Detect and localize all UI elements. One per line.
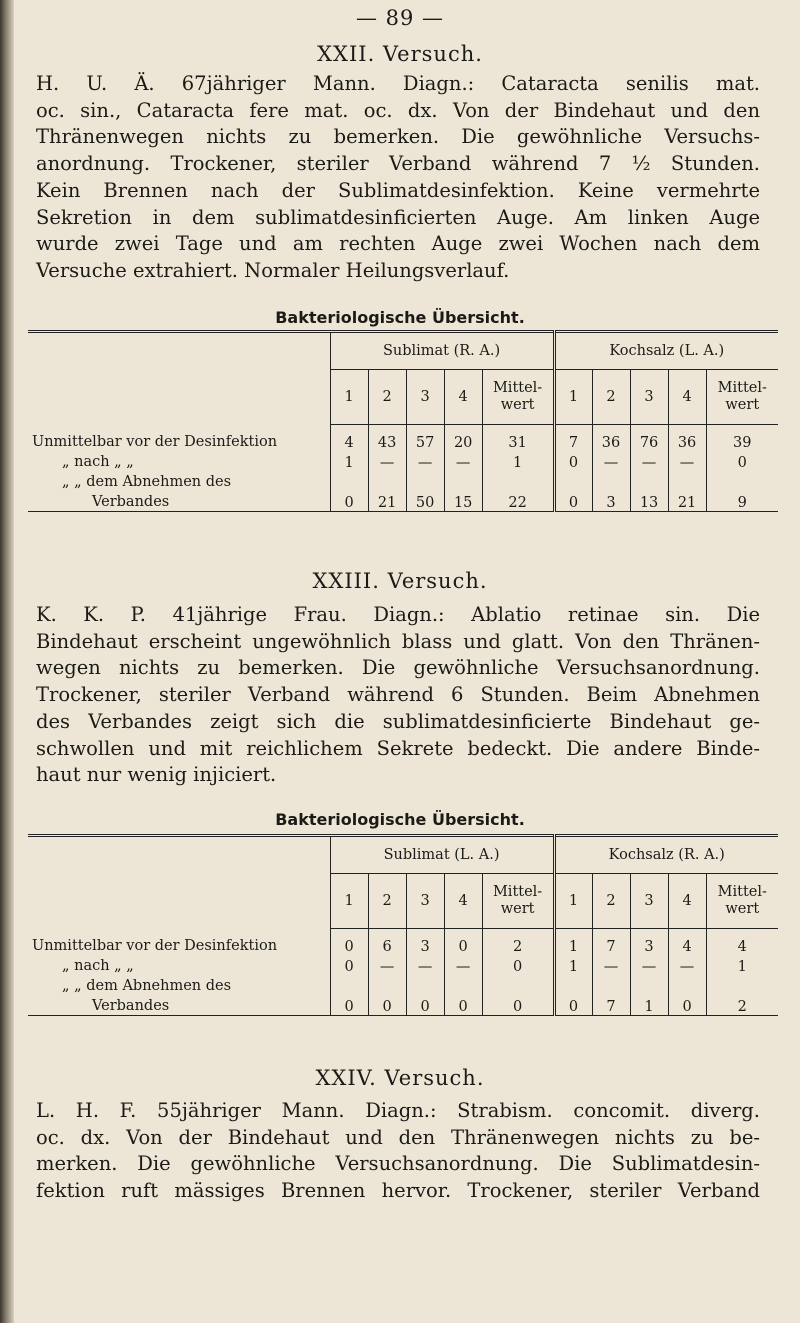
column-header: 4 xyxy=(444,370,482,425)
text-line: fektion ruft mässiges Brennen hervor. Trockener, steriler Verband xyxy=(36,1179,760,1203)
row-label: „ „ dem Abnehmen des xyxy=(62,978,232,994)
column-header: 2 xyxy=(368,370,406,425)
table-cell: 1 xyxy=(482,451,554,471)
table-cell: — xyxy=(668,955,706,975)
group-header-sublimat: Sublimat (L. A.) xyxy=(330,836,554,874)
table-cell: — xyxy=(406,451,444,471)
column-header: 3 xyxy=(630,874,668,929)
table-cell: 3 xyxy=(406,929,444,956)
row-label: Unmittelbar vor der Desinfektion xyxy=(32,938,278,954)
text-line: K. K. P. 41jährige Frau. Diagn.: Ablatio retinae sin. Die xyxy=(36,603,760,626)
table-cell xyxy=(406,975,444,995)
table-cell: 15 xyxy=(444,491,482,512)
text-line: H. U. Ä. 67jähriger Mann. Diagn.: Cataracta senilis mat. xyxy=(36,72,760,95)
row-label: „ nach „ „ xyxy=(62,958,134,974)
table-cell xyxy=(406,471,444,491)
table-cell xyxy=(444,975,482,995)
column-header: Mittel- wert xyxy=(482,874,554,929)
section-heading-xxii: XXII. Versuch. xyxy=(317,42,483,66)
table-cell xyxy=(706,471,778,491)
text-line: merken. Die gewöhnliche Versuchsanordnung. Die Sublimatdesin- xyxy=(36,1152,760,1176)
table-cell: 21 xyxy=(368,491,406,512)
column-header: 1 xyxy=(554,874,592,929)
table-cell: — xyxy=(630,955,668,975)
table-cell xyxy=(368,471,406,491)
row-label: Verbandes xyxy=(92,998,170,1014)
column-header: 1 xyxy=(330,370,368,425)
table-cell: 57 xyxy=(406,425,444,452)
text-line: Thränenwegen nichts zu bemerken. Die gewöhnliche Versuchs- xyxy=(36,125,760,149)
table-cell: 22 xyxy=(482,491,554,512)
text-line: des Verbandes zeigt sich die sublimatdesinficierte Bindehaut ge- xyxy=(36,709,760,733)
column-header: 2 xyxy=(368,874,406,929)
text-line: Versuche extrahiert. Normaler Heilungsverlauf. xyxy=(36,258,510,282)
book-spine-shadow xyxy=(0,0,14,1323)
bacteriology-table-xxiii xyxy=(28,834,778,1016)
table-cell xyxy=(482,471,554,491)
column-header: 3 xyxy=(630,370,668,425)
column-header: 3 xyxy=(406,874,444,929)
table-cell: 4 xyxy=(330,425,368,452)
paragraph-xxiii xyxy=(36,602,760,789)
table-corner xyxy=(28,370,330,425)
table-cell: 1 xyxy=(630,995,668,1016)
table-cell xyxy=(368,975,406,995)
table-cell: 1 xyxy=(330,451,368,471)
table-cell: — xyxy=(368,451,406,471)
column-header: 1 xyxy=(554,370,592,425)
section-heading-xxiv: XXIV. Versuch. xyxy=(315,1066,485,1090)
table-cell: 3 xyxy=(592,491,630,512)
table-cell xyxy=(668,471,706,491)
table-corner xyxy=(28,332,330,370)
table-cell: 4 xyxy=(706,929,778,956)
table-cell: 0 xyxy=(706,451,778,471)
table-cell: 0 xyxy=(368,995,406,1016)
text-line: oc. dx. Von der Bindehaut und den Thränenwegen nichts zu be- xyxy=(36,1125,760,1149)
column-header: Mittel- wert xyxy=(706,874,778,929)
table-cell: 0 xyxy=(330,995,368,1016)
table-title-xxii: Bakteriologische Übersicht. xyxy=(275,308,525,327)
table-cell: 20 xyxy=(444,425,482,452)
table-cell xyxy=(444,471,482,491)
table-cell: — xyxy=(592,955,630,975)
bacteriology-table-xxii xyxy=(28,330,778,512)
text-line: Kein Brennen nach der Sublimatdesinfektion. Keine vermehrte xyxy=(36,178,760,202)
column-header: 4 xyxy=(444,874,482,929)
table-cell: — xyxy=(444,955,482,975)
table-cell: 31 xyxy=(482,425,554,452)
table-title-xxiii: Bakteriologische Übersicht. xyxy=(275,810,525,829)
table-cell: 0 xyxy=(406,995,444,1016)
table-cell: 50 xyxy=(406,491,444,512)
table-cell: 43 xyxy=(368,425,406,452)
table-cell: 36 xyxy=(592,425,630,452)
table-cell xyxy=(630,975,668,995)
table-cell xyxy=(668,975,706,995)
table-cell: 39 xyxy=(706,425,778,452)
table-cell: — xyxy=(630,451,668,471)
table-cell: 76 xyxy=(630,425,668,452)
table-cell: 0 xyxy=(482,955,554,975)
row-label: Verbandes xyxy=(92,494,170,510)
table-cell: — xyxy=(592,451,630,471)
paragraph-xxii xyxy=(36,71,760,285)
row-label: „ nach „ „ xyxy=(62,454,134,470)
table-cell xyxy=(592,471,630,491)
table-corner xyxy=(28,836,330,874)
group-header-kochsalz: Kochsalz (L. A.) xyxy=(554,332,778,370)
table-cell: 36 xyxy=(668,425,706,452)
text-line: wegen nichts zu bemerken. Die gewöhnliche Versuchsanordnung. xyxy=(36,656,760,680)
table-cell xyxy=(330,975,368,995)
table-cell: 0 xyxy=(330,955,368,975)
table-cell: — xyxy=(444,451,482,471)
text-line: schwollen und mit reichlichem Sekrete bedeckt. Die andere Binde- xyxy=(36,736,760,760)
text-line: anordnung. Trockener, steriler Verband während 7 ½ Stunden. xyxy=(36,152,760,176)
text-line: haut nur wenig injiciert. xyxy=(36,763,277,787)
table-cell: 4 xyxy=(668,929,706,956)
table-cell: 1 xyxy=(554,955,592,975)
table-cell xyxy=(630,471,668,491)
group-header-kochsalz: Kochsalz (R. A.) xyxy=(554,836,778,874)
paragraph-xxiv xyxy=(36,1098,760,1205)
table-cell xyxy=(706,975,778,995)
table-cell xyxy=(592,975,630,995)
row-label: „ „ dem Abnehmen des xyxy=(62,474,232,490)
table-cell xyxy=(554,975,592,995)
table-cell: 0 xyxy=(444,929,482,956)
table-cell: 6 xyxy=(368,929,406,956)
table-cell xyxy=(330,471,368,491)
table-cell: — xyxy=(406,955,444,975)
text-line: wurde zwei Tage und am rechten Auge zwei Wochen nach dem xyxy=(36,232,760,256)
table-cell: 7 xyxy=(592,995,630,1016)
column-header: 2 xyxy=(592,874,630,929)
table-cell: — xyxy=(368,955,406,975)
table-cell: 2 xyxy=(706,995,778,1016)
page-number: — 89 — xyxy=(355,6,445,30)
table-cell: — xyxy=(668,451,706,471)
table-cell: 0 xyxy=(554,995,592,1016)
table-cell: 2 xyxy=(482,929,554,956)
column-header: Mittel- wert xyxy=(706,370,778,425)
text-line: Sekretion in dem sublimatdesinficierten Auge. Am linken Auge xyxy=(36,205,760,229)
table-cell: 0 xyxy=(444,995,482,1016)
table-cell: 3 xyxy=(630,929,668,956)
table-cell: 13 xyxy=(630,491,668,512)
table-cell xyxy=(482,975,554,995)
column-header: 2 xyxy=(592,370,630,425)
table-cell: 0 xyxy=(330,491,368,512)
column-header: 4 xyxy=(668,874,706,929)
section-heading-xxiii: XXIII. Versuch. xyxy=(312,569,488,593)
column-header: Mittel- wert xyxy=(482,370,554,425)
row-label: Unmittelbar vor der Desinfektion xyxy=(32,434,278,450)
text-line: Bindehaut erscheint ungewöhnlich blass und glatt. Von den Thränen- xyxy=(36,629,760,653)
table-cell: 9 xyxy=(706,491,778,512)
table-cell: 21 xyxy=(668,491,706,512)
column-header: 4 xyxy=(668,370,706,425)
table-cell: 0 xyxy=(668,995,706,1016)
table-cell: 0 xyxy=(554,491,592,512)
column-header: 1 xyxy=(330,874,368,929)
table-cell: 1 xyxy=(554,929,592,956)
group-header-sublimat: Sublimat (R. A.) xyxy=(330,332,554,370)
table-cell: 0 xyxy=(482,995,554,1016)
column-header: 3 xyxy=(406,370,444,425)
table-cell xyxy=(554,471,592,491)
text-line: oc. sin., Cataracta fere mat. oc. dx. Von der Bindehaut und den xyxy=(36,98,760,122)
table-cell: 7 xyxy=(592,929,630,956)
table-corner xyxy=(28,874,330,929)
table-cell: 0 xyxy=(554,451,592,471)
table-cell: 7 xyxy=(554,425,592,452)
text-line: L. H. F. 55jähriger Mann. Diagn.: Strabism. concomit. diverg. xyxy=(36,1099,760,1122)
table-cell: 0 xyxy=(330,929,368,956)
table-cell: 1 xyxy=(706,955,778,975)
text-line: Trockener, steriler Verband während 6 Stunden. Beim Abnehmen xyxy=(36,683,760,707)
